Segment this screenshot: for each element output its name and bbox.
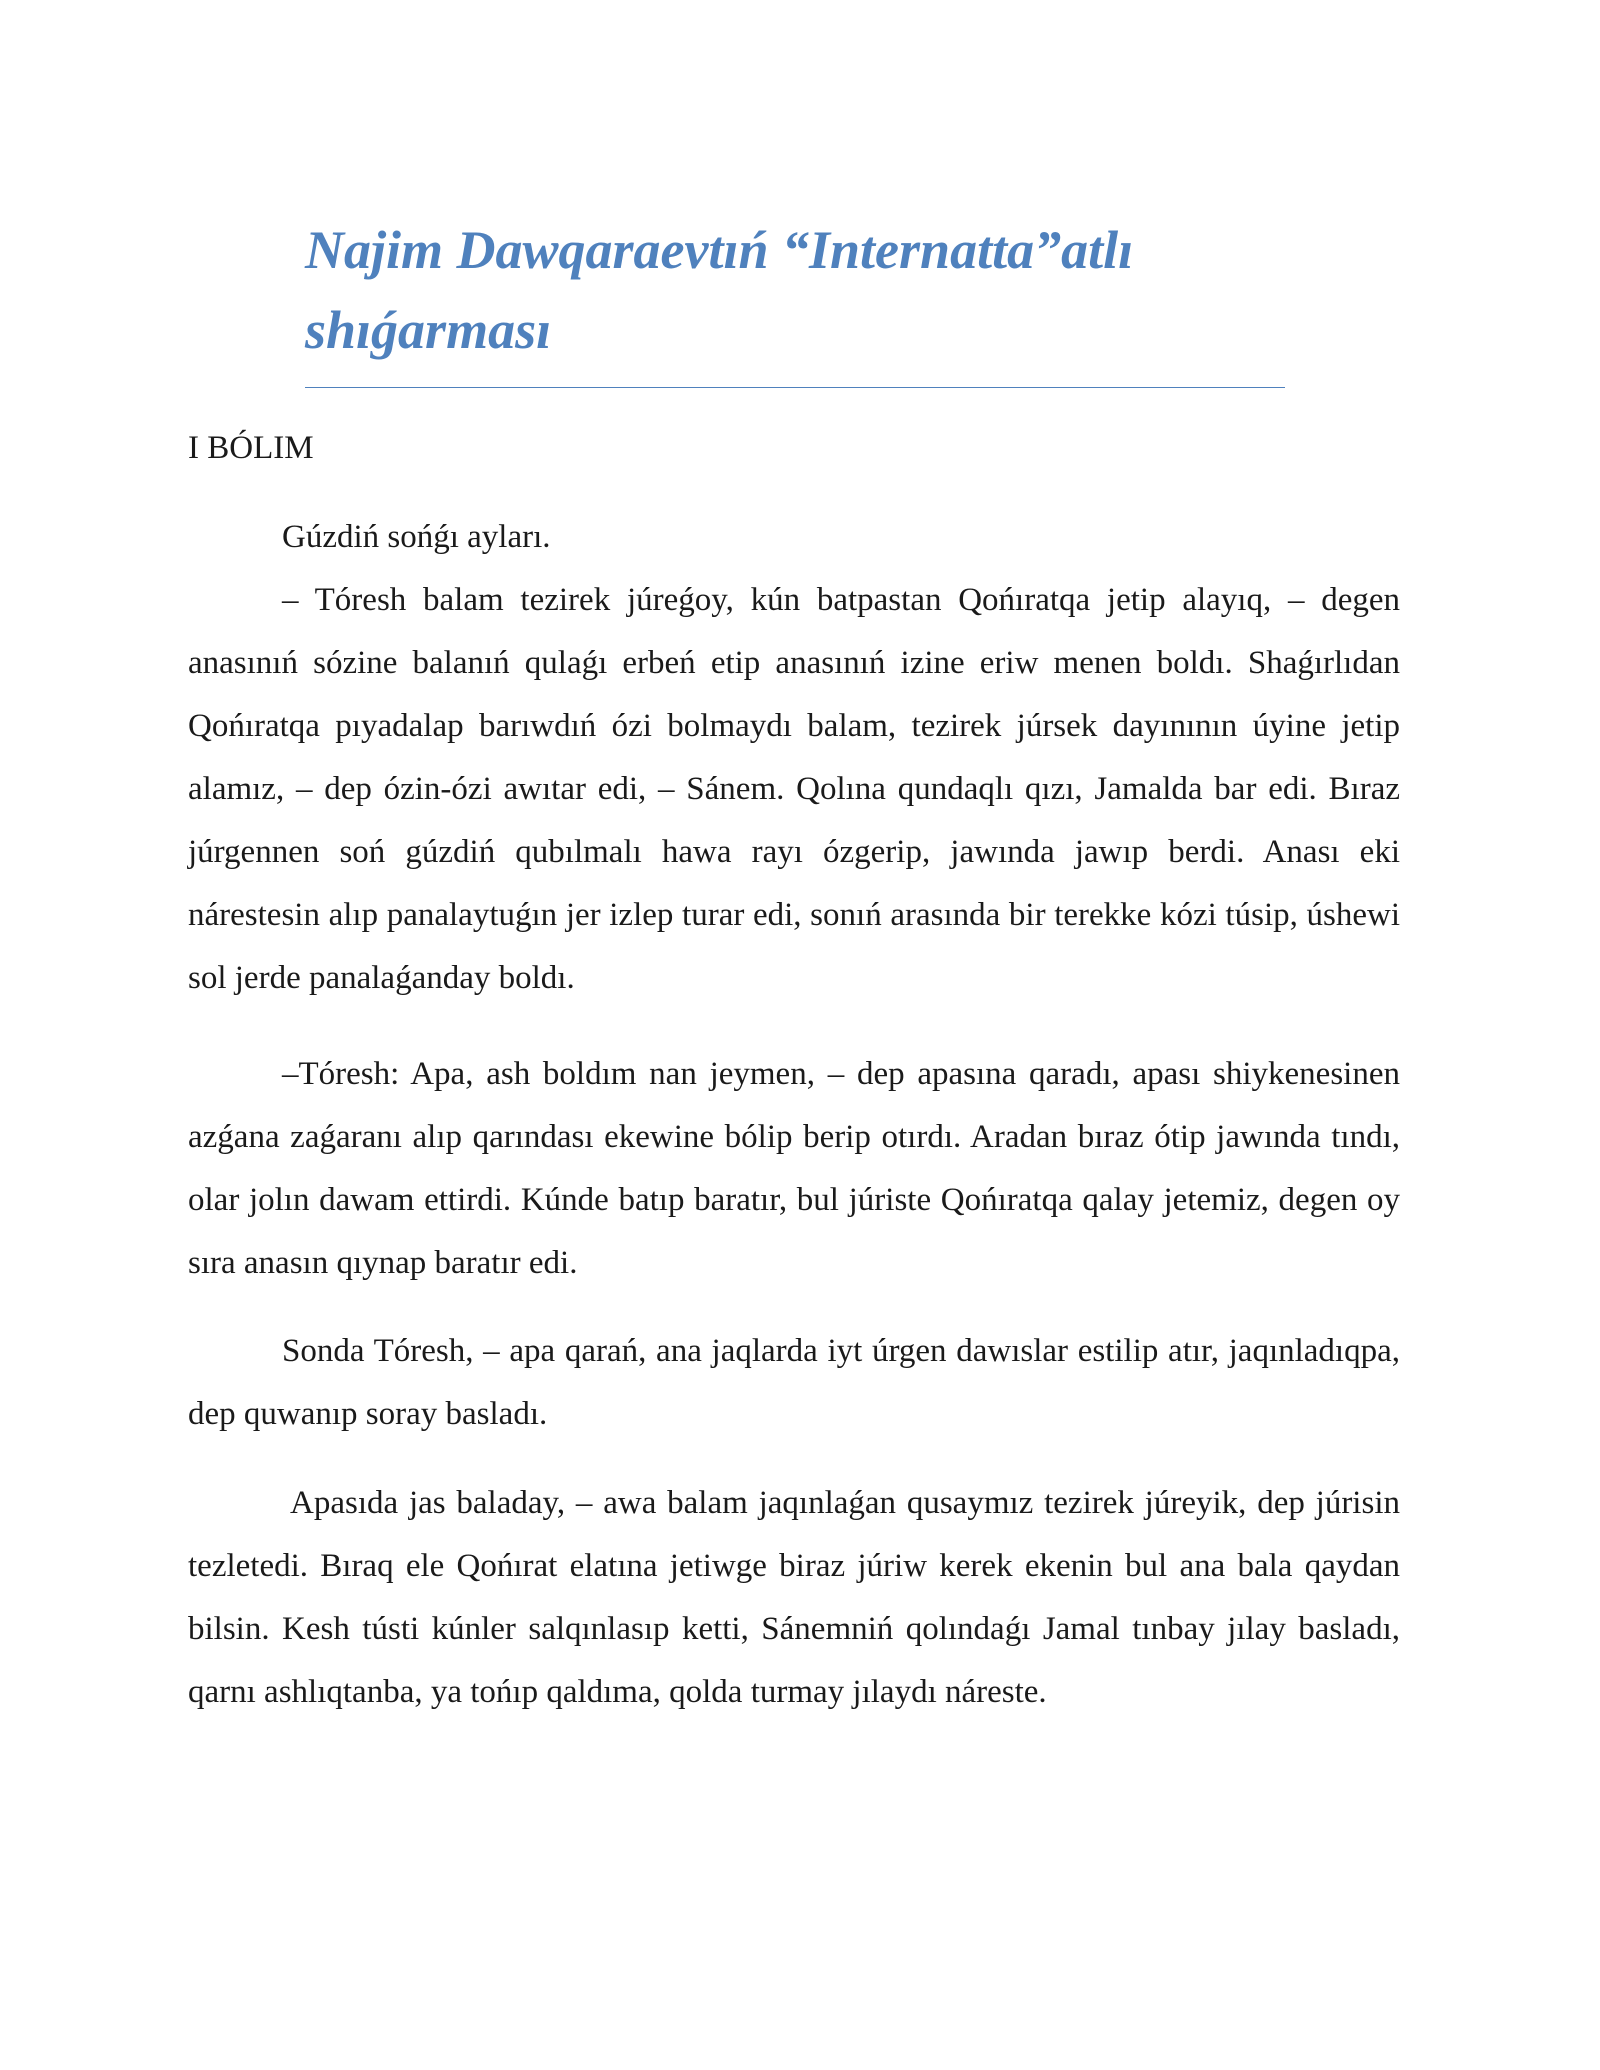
paragraph-block-1	[188, 506, 1400, 1010]
title-line-2: shıǵarması	[305, 300, 552, 360]
title-text	[305, 210, 1285, 370]
paragraph-block-2	[188, 1043, 1400, 1295]
title-underline-divider	[305, 387, 1285, 388]
paragraph-block-4	[188, 1472, 1400, 1724]
paragraph: – Tóresh balam tezirek júreǵoy, kún batpastan Qońıratqa jetip alayıq, – degen anasınıń sózine balanıń qulaǵı erbeń etip anasınıń izine eriw menen boldı. Shaǵırlıdan Qońıratqa pıyadalap barıwdıń ózi bolmaydı balam, tezirek júrsek dayınının úyine jetip alamız, – dep ózin-ózi awıtar edi, – Sánem. Qolına qundaqlı qızı, Jamalda bar edi. Bıraz júrgennen soń gúzdiń qubılmalı hawa rayı ózgerip, jawında jawıp berdi. Anası eki nárestesin alıp panalaytuǵın jer izlep turar edi, sonıń arasında bir terekke kózi túsip, úshewi sol jerde panalaǵanday boldı.	[188, 582, 1400, 996]
title-line-1: Najim Dawqaraevtıń “Internatta”atlı	[305, 220, 1134, 280]
paragraph: Gúzdiń sońǵı ayları.	[282, 519, 551, 555]
paragraph: Apasıda jas baladay, – awa balam jaqınlaǵan qusaymız tezirek júreyik, dep júrisin tezletedi. Bıraq ele Qońırat elatına jetiwge biraz júriw kerek ekenin bul ana bala qaydan bilsin. Kesh tústi kúnler salqınlasıp ketti, Sánemniń qolındaǵı Jamal tınbay jılay basladı, qarnı ashlıqtanba, ya tońıp qaldıma, qolda turmay jılaydı náreste.	[188, 1485, 1400, 1710]
paragraph: –Tóresh: Apa, ash boldım nan jeymen, – dep apasına qaradı, apası shiykenesinen azǵana zaǵaranı alıp qarındası ekewine bólip berip otırdı. Aradan bıraz ótip jawında tındı, olar jolın dawam ettirdi. Kúnde batıp baratır, bul júriste Qońıratqa qalay jetemiz, degen oy sıra anasın qıynap baratır edi.	[188, 1056, 1400, 1281]
document-title	[305, 210, 1285, 370]
section-heading: I BÓLIM	[188, 430, 314, 466]
paragraph: Sonda Tóresh, – apa qarań, ana jaqlarda iyt úrgen dawıslar estilip atır, jaqınladıqpa, dep quwanıp soray basladı.	[188, 1333, 1400, 1432]
paragraph-block-3	[188, 1320, 1400, 1446]
